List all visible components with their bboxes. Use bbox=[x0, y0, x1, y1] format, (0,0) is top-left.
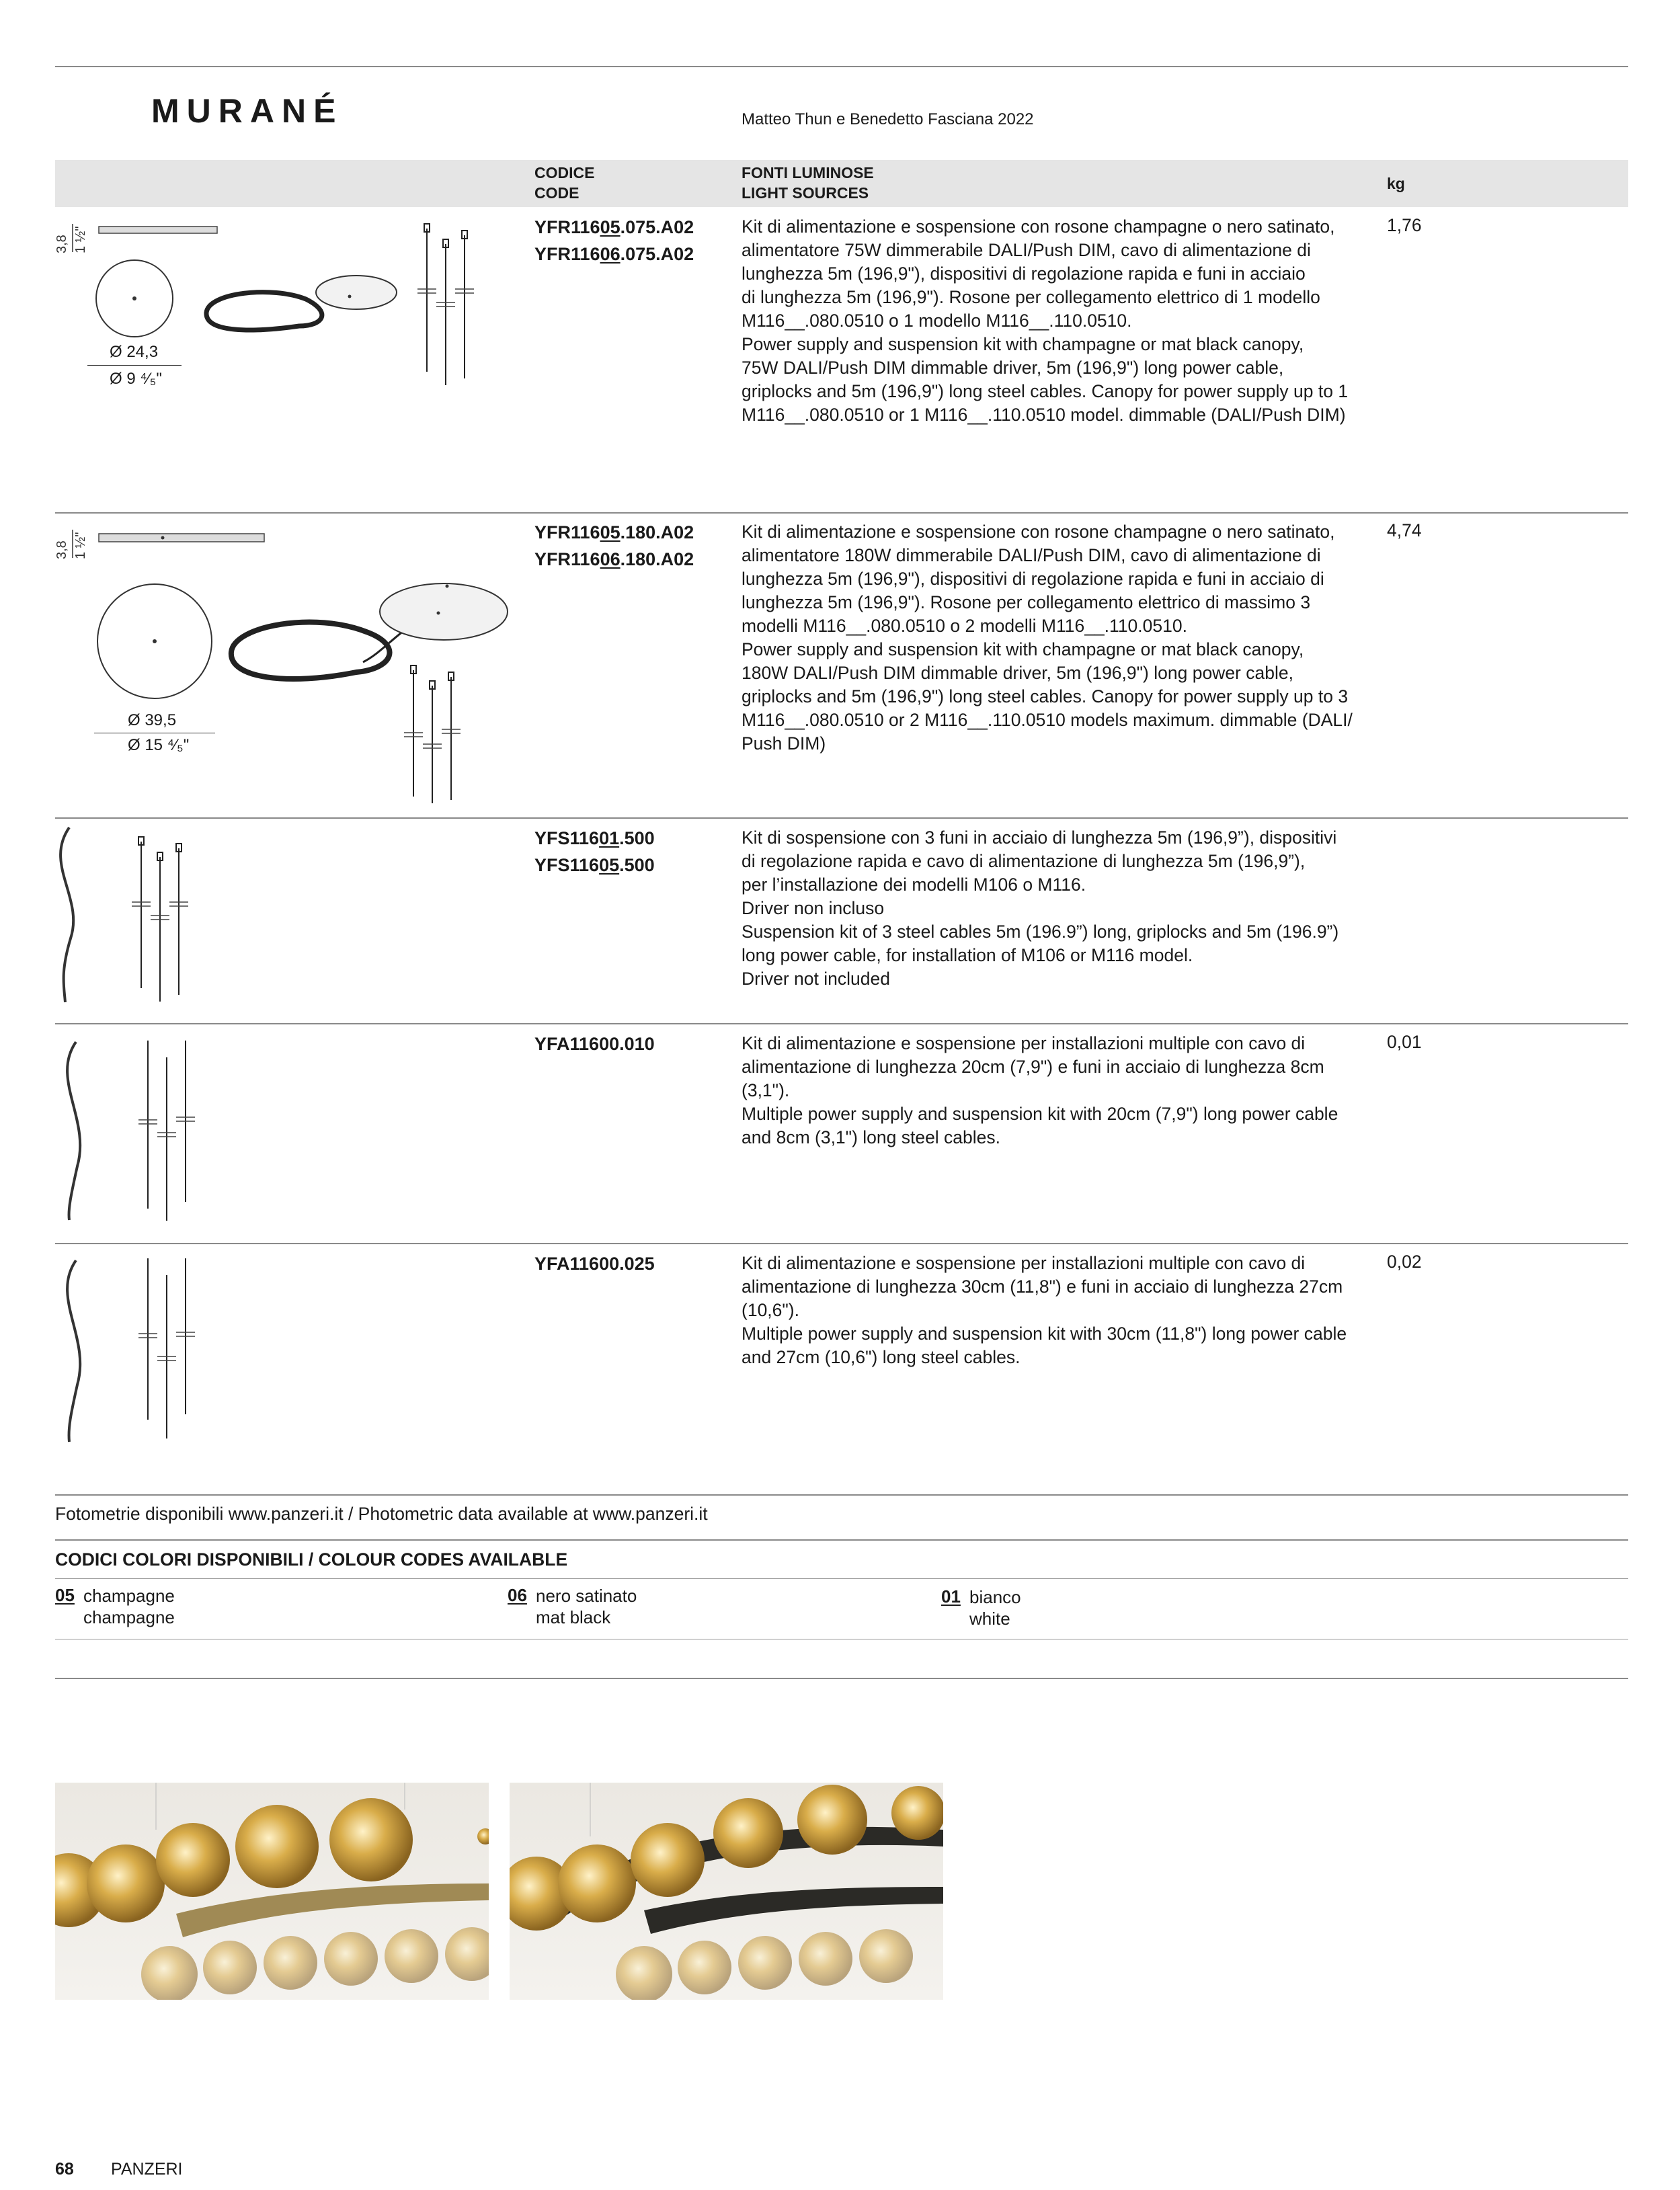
height-cm-label: 3,8 bbox=[54, 540, 69, 559]
colour-name-en: white bbox=[969, 1609, 1010, 1629]
row-divider bbox=[55, 817, 1628, 819]
product-codes bbox=[534, 1030, 655, 1057]
suspension-cables-drawing bbox=[400, 662, 474, 807]
colour-name bbox=[536, 1585, 637, 1628]
colour-name-it: bianco bbox=[969, 1587, 1021, 1607]
product-code: YFA11600.025 bbox=[534, 1254, 655, 1274]
diameter-cm-label: Ø 39,5 bbox=[128, 711, 177, 729]
canopy-side-drawing bbox=[47, 524, 235, 565]
weight-header: kg bbox=[1387, 175, 1405, 192]
product-description: Kit di alimentazione e sospensione per installazioni multiple con cavo di alimentazione di lunghezza 30cm (11,8") e funi in acciaio di lunghezza 27cm (10,6"). Multiple power supply and suspension kit with 30cm (11,8") long power cable and 27cm (10,6") long steel cables. bbox=[742, 1253, 1347, 1367]
product-codes bbox=[534, 825, 655, 879]
suspension-cables-drawing bbox=[128, 834, 202, 1002]
colour-codes-heading: CODICI COLORI DISPONIBILI / COLOUR CODES AVAILABLE bbox=[55, 1549, 568, 1570]
row-divider bbox=[55, 512, 1628, 514]
dim-divider bbox=[87, 365, 182, 366]
section-divider bbox=[55, 1678, 1628, 1679]
brand-name: PANZERI bbox=[111, 2160, 183, 2179]
product-code: YFR11606.180.A02 bbox=[534, 549, 694, 569]
colour-name-it: nero satinato bbox=[536, 1586, 637, 1606]
product-photo-black bbox=[510, 1783, 943, 2000]
product-description: Kit di alimentazione e sospensione per installazioni multiple con cavo di alimentazione di lunghezza 20cm (7,9") e funi in acciaio di lunghezza 8cm (3,1"). Multiple power supply and suspension kit with 20cm (7,9") long power cable and 8cm (3,1") long steel cables. bbox=[742, 1033, 1338, 1147]
code-header bbox=[534, 163, 594, 203]
section-divider bbox=[55, 1578, 1628, 1579]
colour-name-it: champagne bbox=[83, 1586, 175, 1606]
product-code: YFR11606.075.A02 bbox=[534, 244, 694, 264]
colour-code: 06 bbox=[508, 1585, 527, 1605]
cable-curve-drawing bbox=[50, 1039, 91, 1223]
colour-name-en: champagne bbox=[83, 1607, 175, 1627]
photometric-note: Fotometrie disponibili www.panzeri.it / Photometric data available at www.panzeri.it bbox=[55, 1504, 708, 1524]
product-weight: 0,02 bbox=[1387, 1252, 1422, 1272]
light-sources-header bbox=[742, 163, 874, 203]
canopy-top-drawing bbox=[94, 257, 182, 344]
designer-credit: Matteo Thun e Benedetto Fasciana 2022 bbox=[742, 110, 1034, 128]
colour-name bbox=[83, 1585, 175, 1628]
colour-code: 01 bbox=[941, 1586, 961, 1607]
product-code: YFS11601.500 bbox=[534, 828, 655, 848]
cable-curve-drawing bbox=[50, 1257, 91, 1445]
colour-name-en: mat black bbox=[536, 1607, 611, 1627]
colour-code: 05 bbox=[55, 1585, 75, 1605]
height-in-label: 1 ½" bbox=[73, 532, 88, 559]
height-cm-label: 3,8 bbox=[54, 235, 69, 253]
product-weight: 1,76 bbox=[1387, 215, 1422, 235]
row-divider bbox=[55, 1243, 1628, 1244]
product-description: Kit di alimentazione e sospensione con rosone champagne o nero satinato, alimentatore 75W dimmerabile DALI/Push DIM, cavo di alimentazione di lunghezza 5m (196,9"), dispositivi di regolazione rapida e funi in acciaio di lunghezza 5m (196,9"). Rosone per collegamento elettrico di 1 modello M116__.080.0510 o 1 modello M116__.110.0510. Power supply and suspension kit with champagne or mat black canopy, 75W DALI/Push DIM dimmable driver, 5m (196,9") long power cable, griplocks and 5m (196,9") long steel cables. Canopy for power supply up to 1 M116__.080.0510 or 1 M116__.110.0510 model. dimmable (DALI/Push DIM) bbox=[742, 216, 1349, 425]
product-description: Kit di alimentazione e sospensione con rosone champagne o nero satinato, alimentatore 180W dimmerabile DALI/Push DIM, cavo di alimentazione di lunghezza 5m (196,9"), dispositivi di regolazione rapida e funi in acciaio di lunghezza 5m (196,9"). Rosone per collegamento elettrico di massimo 3 modelli M116__.080.0510 o 2 modelli M116__.110.0510. Power supply and suspension kit with champagne or mat black canopy, 180W DALI/Push DIM dimmable driver, 5m (196,9") long power cable, griplocks and 5m (196,9") long steel cables. Canopy for power supply up to 3 M116__.080.0510 or 2 M116__.110.0510 models maximum. dimmable (DALI/ Push DIM) bbox=[742, 522, 1353, 754]
diameter-in-label: Ø 15 ⁴⁄₅" bbox=[128, 736, 190, 754]
diameter-in-label: Ø 9 ⁴⁄₅" bbox=[110, 370, 162, 388]
code-header-en: CODE bbox=[534, 184, 579, 202]
product-photo-champagne bbox=[55, 1783, 489, 2000]
kit-perspective-drawing bbox=[198, 259, 400, 346]
height-in-label: 1 ½" bbox=[73, 226, 88, 253]
suspension-cables-drawing bbox=[134, 1258, 208, 1447]
row-divider bbox=[55, 1023, 1628, 1024]
colour-name bbox=[969, 1586, 1021, 1629]
product-codes bbox=[534, 1250, 655, 1277]
product-code: YFA11600.010 bbox=[534, 1034, 655, 1054]
product-code: YFR11605.180.A02 bbox=[534, 522, 694, 542]
sources-header-en: LIGHT SOURCES bbox=[742, 184, 869, 202]
suspension-cables-drawing bbox=[413, 220, 487, 389]
canopy-side-drawing bbox=[47, 218, 182, 259]
product-weight: 4,74 bbox=[1387, 520, 1422, 540]
section-divider bbox=[55, 1539, 1628, 1541]
product-code: YFS11605.500 bbox=[534, 855, 655, 875]
page-number: 68 bbox=[55, 2160, 74, 2179]
section-divider bbox=[55, 1494, 1628, 1496]
page-title: MURANÉ bbox=[151, 92, 344, 130]
product-code: YFR11605.075.A02 bbox=[534, 217, 694, 237]
product-codes bbox=[534, 519, 694, 573]
diameter-cm-label: Ø 24,3 bbox=[110, 343, 159, 361]
product-weight: 0,01 bbox=[1387, 1032, 1422, 1052]
code-header-it: CODICE bbox=[534, 164, 595, 181]
canopy-top-drawing bbox=[94, 579, 222, 707]
cable-curve-drawing bbox=[50, 824, 91, 1006]
sources-header-it: FONTI LUMINOSE bbox=[742, 164, 874, 181]
table-header bbox=[55, 160, 1628, 207]
product-description: Kit di sospensione con 3 funi in acciaio di lunghezza 5m (196,9”), dispositivi di regolazione rapida e cavo di alimentazione di lunghezza 5m (196,9”), per l’installazione dei modelli M106 o M116. Driver non incluso Suspension kit of 3 steel cables 5m (196.9”) long, griplocks and 5m (196.9”) long power cable, for installation of M106 or M116 model. Driver not included bbox=[742, 827, 1339, 989]
suspension-cables-drawing bbox=[134, 1041, 208, 1222]
product-codes bbox=[534, 214, 694, 268]
top-rule bbox=[55, 66, 1628, 67]
